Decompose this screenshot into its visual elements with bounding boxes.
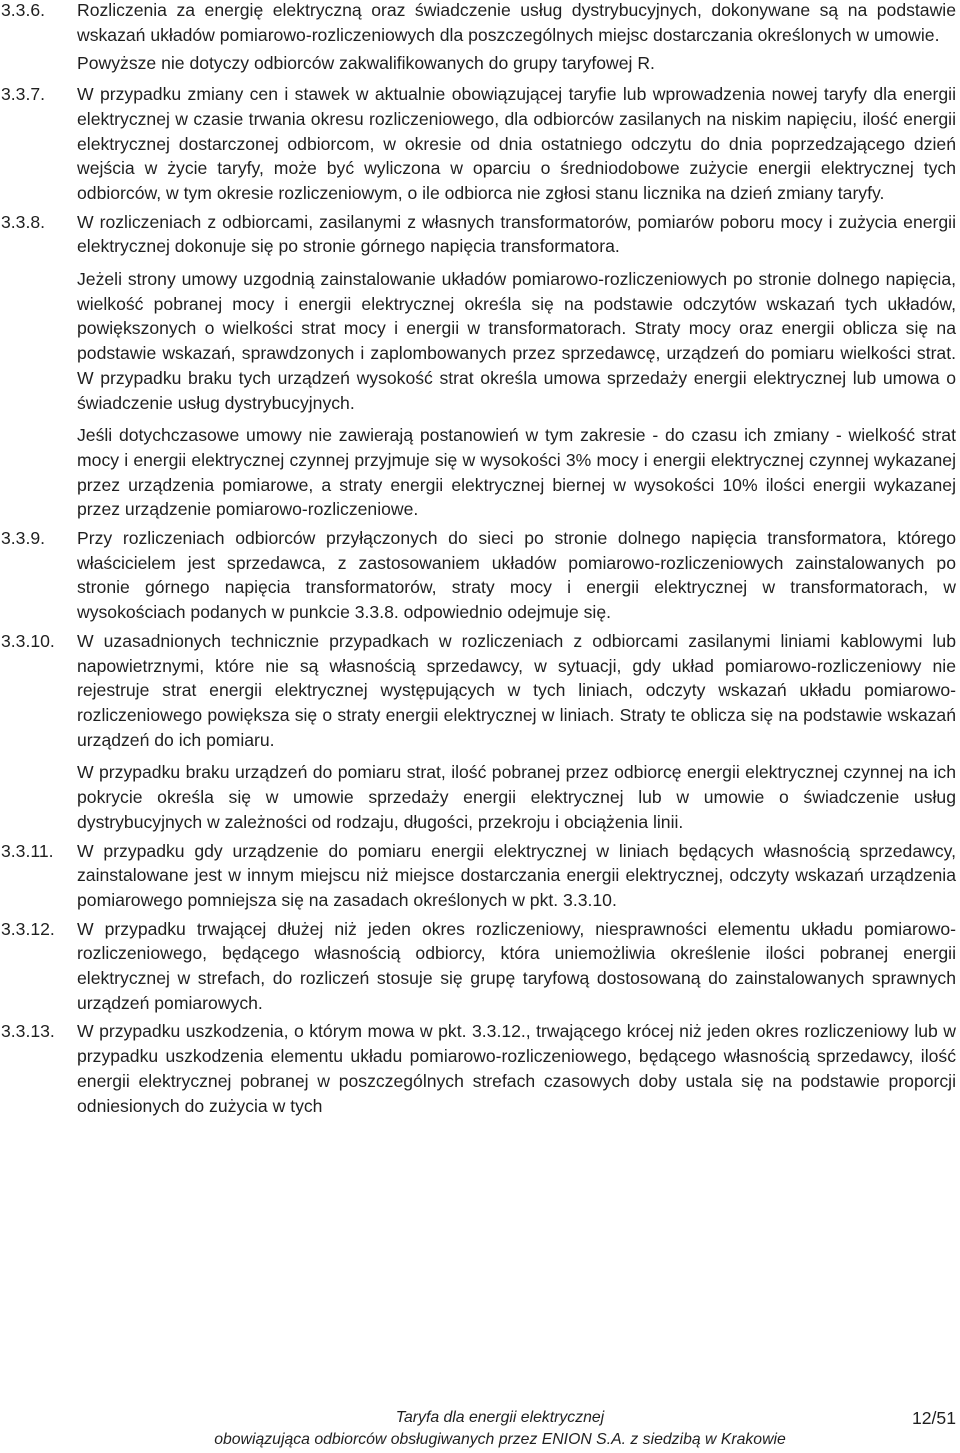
- section-paragraph: Jeśli dotychczasowe umowy nie zawierają postanowień w tym zakresie - do czasu ich zmiany - wielkość strat mocy i energii elektrycznej czynnej przyjmuje się w wysokości 3% mocy i energii elektrycznej czynnej wykazanej przez urządzenia pomiarowe, a straty energii elektrycznej biernej w wysokości 10% ilości energii wykazanej przez urządzenie pomiarowo-rozliczeniowe.: [77, 425, 956, 520]
- section-3-3-11: [0, 839, 960, 913]
- section-paragraph: Przy rozliczeniach odbiorców przyłączonych do sieci po stronie dolnego napięcia transformatora, którego właścicielem jest sprzedawca, z zastosowaniem układów pomiarowo-rozliczeniowych zainstalowanych po stronie górnego napięcia transformatorów, straty mocy i energii elektrycznej w transformatorach, w wysokościach podanych w punkcie 3.3.8. odpowiednio odejmuje się.: [77, 528, 956, 623]
- section-paragraph: W przypadku braku urządzeń do pomiaru strat, ilość pobranej przez odbiorcę energii elektrycznej czynnej na ich pokrycie określa się w umowie sprzedaży energii elektrycznej lub w umowie o świadczenie usług dystrybucyjnych w zależności od rodzaju, długości, przekroju i obciążenia linii.: [77, 762, 956, 832]
- section-number: 3.3.11.: [1, 840, 54, 861]
- section-3-3-6: [0, 0, 960, 76]
- page-number: 12/51: [911, 1408, 956, 1428]
- section-paragraph: W przypadku gdy urządzenie do pomiaru energii elektrycznej w liniach będących własnością sprzedawcy, zainstalowane jest w innym miejscu niż miejsce dostarczania energii elektrycznej, odczyty wskazań urządzenia pomiarowego pomniejsza się na zasadach określonych w pkt. 3.3.10.: [77, 840, 956, 910]
- section-3-3-9: [0, 526, 960, 625]
- section-paragraph: W przypadku uszkodzenia, o którym mowa w pkt. 3.3.12., trwającego krócej niż jeden okres rozliczeniowy lub w przypadku uszkodzenia elementu układu pomiarowo-rozliczeniowego, będącego własnością sprzedawcy, ilość energii elektrycznej pobranej w poszczególnych strefach czasowych doby ustala się na podstawie proporcji odniesionych do zużycia w tych: [77, 1021, 956, 1116]
- section-number: 3.3.9.: [1, 528, 46, 549]
- section-paragraph: W przypadku zmiany cen i stawek w aktualnie obowiązującej taryfie lub wprowadzenia nowej taryfy dla energii elektrycznej w czasie trwania okresu rozliczeniowego, dla odbiorców zasilanych na niskim napięciu, ilość energii elektrycznej dostarczonej odbiorcom, w okresie od dnia ostatniego odczytu do dnia poprzedzającego dzień wejścia w życie taryfy, może być wyliczona w oparciu o średniodobowe zużycie energii elektrycznej tych odbiorców, w tym okresie rozliczeniowym, o ile odbiorca nie zgłosi stanu licznika na dzień zmiany taryfy.: [77, 84, 956, 203]
- section-3-3-7: [0, 82, 960, 206]
- section-paragraph: Rozliczenia za energię elektryczną oraz świadczenie usług dystrybucyjnych, dokonywane są na podstawie wskazań układów pomiarowo-rozliczeniowych dla poszczególnych miejsc dostarczania określonych w umowie.: [77, 0, 956, 45]
- section-paragraph: Jeżeli strony umowy uzgodnią zainstalowanie układów pomiarowo-rozliczeniowych po stronie dolnego napięcia, wielkość pobranej mocy i energii elektrycznej określa się na podstawie odczytów wskazań tych układów, powiększonych o wielkości strat mocy i energii w transformatorach. Straty mocy oraz energii oblicza się na podstawie wskazań, sprawdzonych i zaplombowanych przez sprzedawcę, urządzeń do pomiaru wielkości strat. W przypadku braku tych urządzeń wysokość strat określa umowa sprzedaży energii elektrycznej lub umowa o świadczenie usług dystrybucyjnych.: [77, 269, 956, 413]
- section-number: 3.3.8.: [1, 211, 46, 232]
- section-number: 3.3.7.: [1, 84, 46, 105]
- section-number: 3.3.6.: [1, 0, 46, 20]
- section-note: Powyższe nie dotyczy odbiorców zakwalifikowanych do grupy taryfowej R.: [77, 53, 655, 74]
- section-3-3-8: [0, 210, 960, 522]
- section-number: 3.3.13.: [1, 1021, 55, 1042]
- footer-subtitle: obowiązująca odbiorców obsługiwanych przez ENION S.A. z siedzibą w Krakowie: [214, 1431, 786, 1448]
- section-3-3-13: [0, 1019, 960, 1118]
- page-footer: [0, 1407, 960, 1453]
- section-3-3-12: [0, 917, 960, 1016]
- section-number: 3.3.10.: [1, 630, 55, 651]
- section-paragraph: W uzasadnionych technicznie przypadkach w rozliczeniach z odbiorcami zasilanymi liniami kablowymi lub napowietrznymi, które nie są własnością sprzedawcy, w sytuacji, gdy układ pomiarowo-rozliczeniowy nie rejestruje strat energii elektrycznej występujących w tych liniach, odczyty wskazań układu pomiarowo-rozliczeniowego powiększa się o straty energii elektrycznej w liniach. Straty te oblicza się na podstawie wskazań urządzeń do ich pomiaru.: [77, 630, 956, 750]
- section-number: 3.3.12.: [1, 918, 55, 939]
- section-paragraph: W rozliczeniach z odbiorcami, zasilanymi z własnych transformatorów, pomiarów poboru mocy i zużycia energii elektrycznej dokonuje się po stronie górnego napięcia transformatora.: [77, 211, 956, 257]
- footer-title: Taryfa dla energii elektrycznej: [395, 1409, 605, 1426]
- section-3-3-10: [0, 629, 960, 835]
- section-paragraph: W przypadku trwającej dłużej niż jeden okres rozliczeniowy, niesprawności elementu układu pomiarowo-rozliczeniowego, będącego własnością odbiorcy, która uniemożliwia określenie ilości pobranej energii elektrycznej w strefach, do rozliczeń stosuje się grupę taryfową dostosowaną do zainstalowanych sprawnych urządzeń pomiarowych.: [77, 918, 956, 1013]
